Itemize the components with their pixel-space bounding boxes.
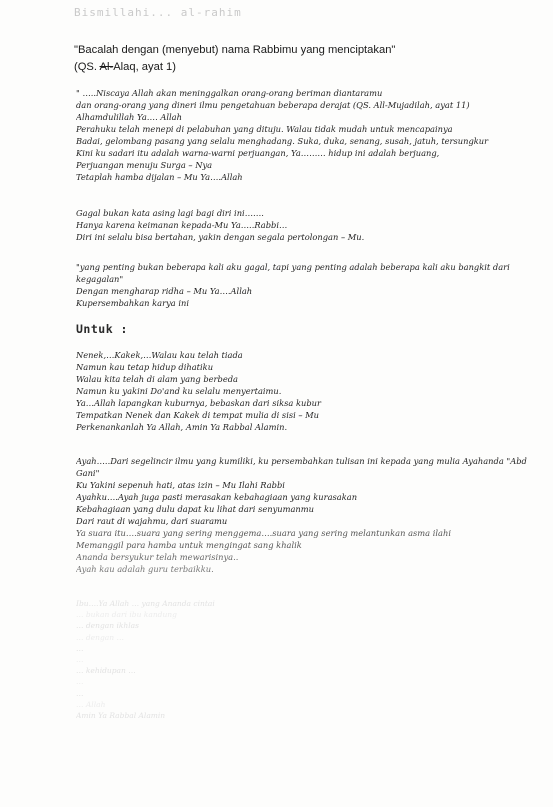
text-line: Kini ku sadari itu adalah warna-warni perjuangan, Ya……… hidup ini adalah berjuang, — [76, 148, 440, 158]
text-line: Alhamdulillah Ya…. Allah — [76, 112, 182, 122]
faded-line: … kehidupan … — [76, 666, 136, 676]
paragraph-block-3 — [76, 261, 548, 309]
text-line: Diri ini selalu bisa bertahan, yakin dengan segala pertolongan – Mu. — [76, 232, 365, 242]
text-line: Namun kau tetap hidup dihatiku — [76, 362, 214, 372]
text-line: Ayahku….Ayah juga pasti merasakan kebahagiaan yang kurasakan — [76, 492, 358, 502]
text-line: dan orang-orang yang dineri ilmu pengetahuan beberapa derajat (QS. All-Mujadilah, ayat 11) — [76, 100, 470, 110]
faint-header-text: Bismillahi... al-rahim — [74, 6, 242, 19]
citation-suffix: Alaq, ayat 1) — [113, 61, 176, 73]
text-line: Kupersembahkan karya ini — [76, 298, 190, 308]
paragraph-block-4 — [76, 349, 548, 433]
text-line: Perkenankanlah Ya Allah, Amin Ya Rabbal Alamin. — [76, 422, 288, 432]
text-line: Ayah…..Dari segelincir ilmu yang kumiliki, ku persembahkan tulisan ini kepada yang mulia Ayahanda "Abd — [76, 456, 527, 466]
text-line: Memanggil para hamba untuk mengingat sang khalik — [76, 540, 302, 550]
text-line: Walau kita telah di alam yang berbeda — [76, 374, 239, 384]
text-line: " …..Niscaya Allah akan meninggalkan orang-orang beriman diantaramu — [76, 88, 383, 98]
faded-line: Amin Ya Rabbal Alamin — [76, 711, 166, 721]
text-line: Badai, gelombang pasang yang selalu menghadang. Suka, duka, senang, susah, jatuh, tersungkur — [76, 136, 489, 146]
text-line: Dengan mengharap ridha – Mu Ya….Allah — [76, 286, 253, 296]
text-line: Tempatkan Nenek dan Kakek di tempat mulia di sisi – Mu — [76, 410, 320, 420]
paragraph-block-2 — [76, 207, 548, 243]
text-line: kegagalan" — [76, 274, 124, 284]
text-line: Kebahagiaan yang dulu dapat ku lihat dari senyumanmu — [76, 504, 314, 514]
text-line: Ya suara itu….suara yang sering menggema….suara yang sering melantunkan asma ilahi — [76, 528, 451, 538]
faded-paragraph-block — [76, 598, 546, 721]
faded-line: … — [76, 655, 84, 665]
faded-line: Ibu….Ya Allah … yang Ananda cintai — [76, 599, 215, 608]
faded-line: … Allah — [76, 699, 106, 709]
faded-line: … dengan ikhlas — [76, 621, 139, 631]
citation-struck: Al- — [99, 61, 114, 73]
text-line: Hanya karena keimanan kepada-Mu Ya…..Rabbi… — [76, 220, 288, 230]
text-line: Ananda bersyukur telah mewarisinya.. — [76, 552, 239, 562]
opening-quote — [74, 42, 544, 76]
text-line: Perjuangan menuju Surga – Nya — [76, 160, 213, 170]
text-line: Gani" — [76, 468, 100, 478]
citation-prefix: (QS. — [74, 61, 100, 73]
untuk-heading: Untuk : — [76, 322, 128, 336]
text-line: Dari raut di wajahmu, dari suaramu — [76, 516, 228, 526]
faded-line: … bukan dari ibu kandung — [76, 610, 177, 620]
text-line: Tetaplah hamba dijalan – Mu Ya….Allah — [76, 172, 243, 182]
text-line: Perahuku telah menepi di pelabuhan yang dituju. Walau tidak mudah untuk mencapainya — [76, 124, 453, 134]
text-line: Ya…Allah lapangkan kuburnya, bebaskan dari siksa kubur — [76, 398, 321, 408]
faded-line: … — [76, 643, 84, 653]
text-line: Gagal bukan kata asing lagi bagi diri ini……. — [76, 208, 264, 218]
opening-quote-line: "Bacalah dengan (menyebut) nama Rabbimu yang menciptakan" — [74, 44, 396, 56]
text-line: Ku Yakini sepenuh hati, atas izin – Mu Ilahi Rabbi — [76, 480, 285, 490]
text-line: Ayah kau adalah guru terbaikku. — [76, 564, 214, 574]
paragraph-block-5 — [76, 455, 548, 575]
paragraph-block-1 — [76, 87, 548, 183]
text-line: Namun ku yakini Do'and ku selalu menyertaimu. — [76, 386, 282, 396]
text-line: Nenek,…Kakek,…Walau kau telah tiada — [76, 350, 243, 360]
faded-line: … — [76, 688, 84, 698]
faded-line: … — [76, 677, 84, 687]
faded-line: … dengan … — [76, 632, 124, 642]
text-line: "yang penting bukan beberapa kali aku gagal, tapi yang penting adalah beberapa kali aku bangkit dari — [76, 262, 510, 272]
opening-quote-citation — [74, 59, 544, 76]
